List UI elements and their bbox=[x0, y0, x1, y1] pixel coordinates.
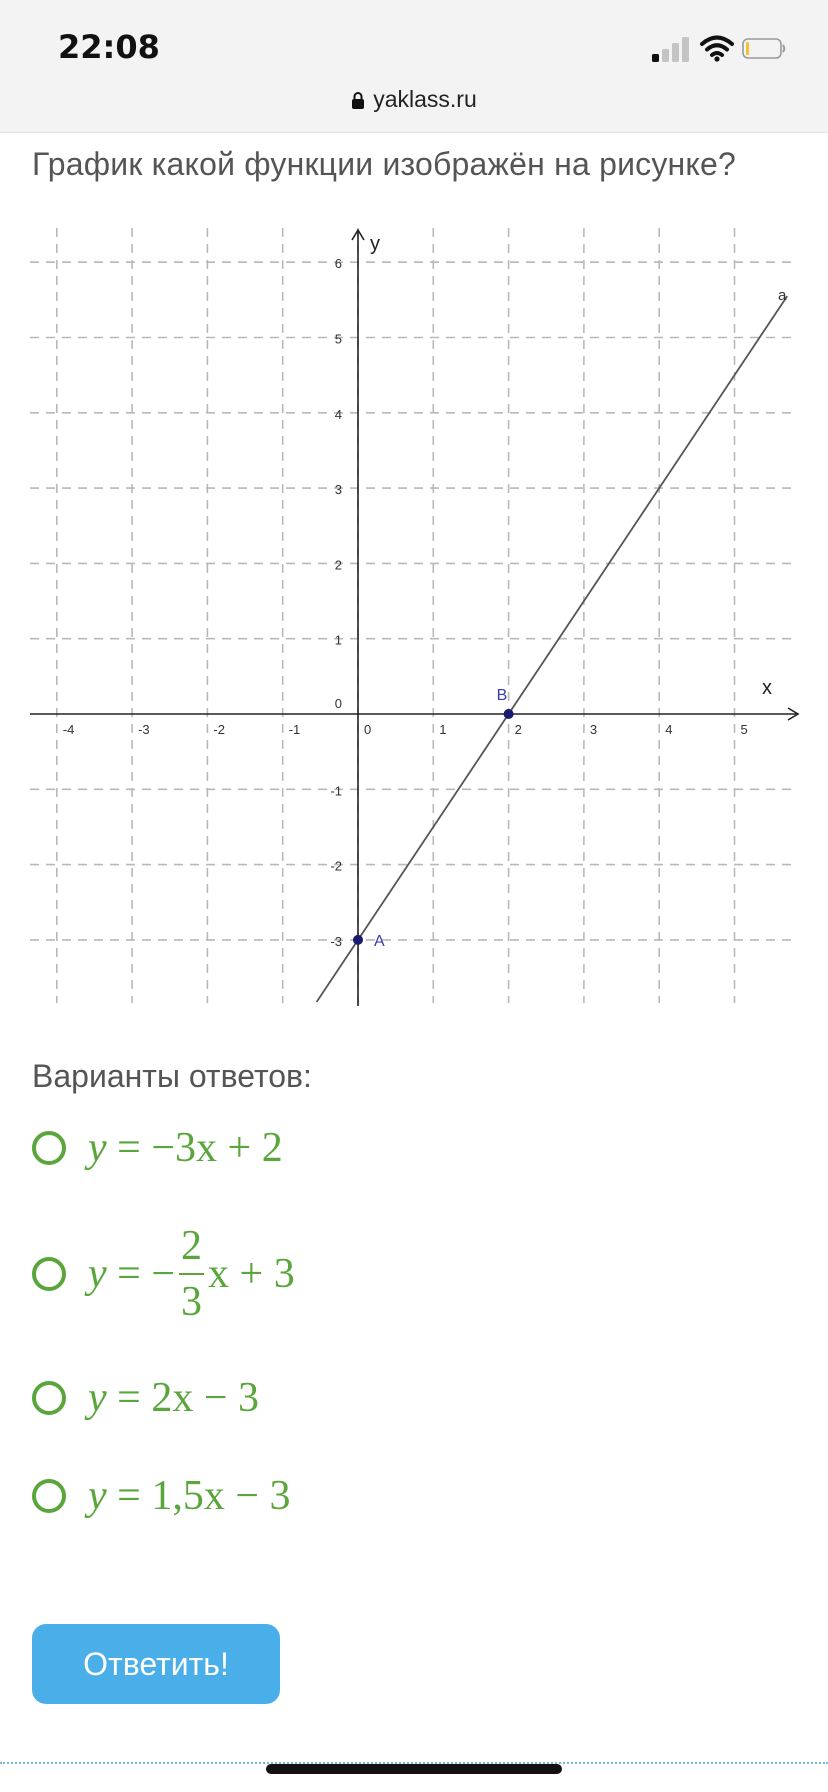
line-label: a bbox=[778, 287, 787, 304]
home-indicator[interactable] bbox=[266, 1764, 562, 1774]
radio-button[interactable] bbox=[32, 1131, 66, 1165]
y-tick-label: -2 bbox=[330, 858, 342, 874]
formula-eq: = bbox=[106, 1125, 152, 1171]
point-b-label: B bbox=[496, 687, 508, 704]
x-tick-label: 5 bbox=[740, 722, 748, 737]
answer-formula bbox=[88, 1225, 295, 1323]
function-line bbox=[317, 296, 788, 1002]
graph-canvas bbox=[30, 228, 800, 1008]
point-a bbox=[353, 935, 363, 945]
formula-rhs: x + 3 bbox=[208, 1251, 295, 1297]
fraction-denominator: 3 bbox=[181, 1279, 203, 1325]
x-tick-label: 1 bbox=[439, 722, 447, 737]
radio-button[interactable] bbox=[32, 1381, 66, 1415]
formula-lhs: y bbox=[88, 1375, 107, 1421]
submit-answer-button[interactable]: Ответить! bbox=[32, 1624, 280, 1704]
formula-lhs: y bbox=[88, 1251, 107, 1297]
point-a-label: A bbox=[374, 932, 385, 950]
x-tick-label: -4 bbox=[62, 722, 75, 737]
clock-time: 22:08 bbox=[58, 28, 160, 66]
formula-lhs: y bbox=[88, 1125, 107, 1171]
x-tick-label: 3 bbox=[589, 722, 598, 737]
address-bar[interactable] bbox=[0, 86, 828, 113]
fraction bbox=[179, 1225, 204, 1323]
battery-icon bbox=[742, 38, 786, 59]
formula-lhs: y bbox=[88, 1473, 107, 1519]
formula-eq: = bbox=[106, 1251, 152, 1297]
formula-eq: = bbox=[106, 1375, 152, 1421]
fraction-numerator: 2 bbox=[179, 1225, 204, 1275]
x-tick-label: -3 bbox=[138, 722, 150, 737]
y-tick-label: -1 bbox=[330, 783, 342, 799]
formula-rhs: 2x − 3 bbox=[151, 1375, 260, 1421]
formula-eq: = bbox=[106, 1473, 152, 1519]
formula-rhs: −3x + 2 bbox=[151, 1125, 283, 1171]
y-axis-label: y bbox=[370, 233, 380, 255]
answer-option-2[interactable] bbox=[32, 1225, 295, 1323]
answer-formula bbox=[88, 1374, 259, 1422]
y-tick-label: 2 bbox=[334, 557, 342, 573]
answer-formula bbox=[88, 1472, 291, 1520]
radio-button[interactable] bbox=[32, 1257, 66, 1291]
answer-formula bbox=[88, 1124, 283, 1172]
formula-sign: − bbox=[151, 1251, 176, 1297]
answers-title: Варианты ответов: bbox=[32, 1058, 312, 1094]
url-text: yaklass.ru bbox=[373, 86, 477, 112]
point-b bbox=[504, 709, 514, 719]
lock-icon bbox=[351, 91, 365, 110]
y-tick-label: 5 bbox=[334, 331, 342, 347]
cellular-signal-icon bbox=[652, 36, 692, 62]
x-tick-label: 4 bbox=[665, 722, 673, 737]
y-tick-label: 0 bbox=[334, 696, 342, 711]
answer-option-4[interactable] bbox=[32, 1472, 291, 1520]
x-axis-label: x bbox=[762, 677, 772, 699]
radio-button[interactable] bbox=[32, 1479, 66, 1513]
formula-rhs: 1,5x − 3 bbox=[151, 1473, 291, 1519]
y-tick-label: 3 bbox=[334, 482, 342, 498]
y-tick-label: 4 bbox=[334, 406, 342, 422]
x-tick-label: 2 bbox=[514, 722, 522, 737]
x-tick-label: 0 bbox=[364, 722, 372, 737]
y-tick-label: 1 bbox=[334, 632, 342, 648]
y-tick-label: -3 bbox=[330, 933, 342, 949]
x-tick-label: -2 bbox=[213, 722, 225, 737]
x-tick-label: -1 bbox=[288, 722, 301, 737]
wifi-icon bbox=[700, 34, 734, 62]
function-graph bbox=[30, 228, 800, 1008]
question-text: График какой функции изображён на рисунке? bbox=[32, 146, 736, 182]
answer-option-3[interactable] bbox=[32, 1374, 259, 1422]
answer-option-1[interactable] bbox=[32, 1124, 283, 1172]
y-tick-label: 6 bbox=[334, 256, 342, 272]
status-bar bbox=[0, 0, 828, 133]
